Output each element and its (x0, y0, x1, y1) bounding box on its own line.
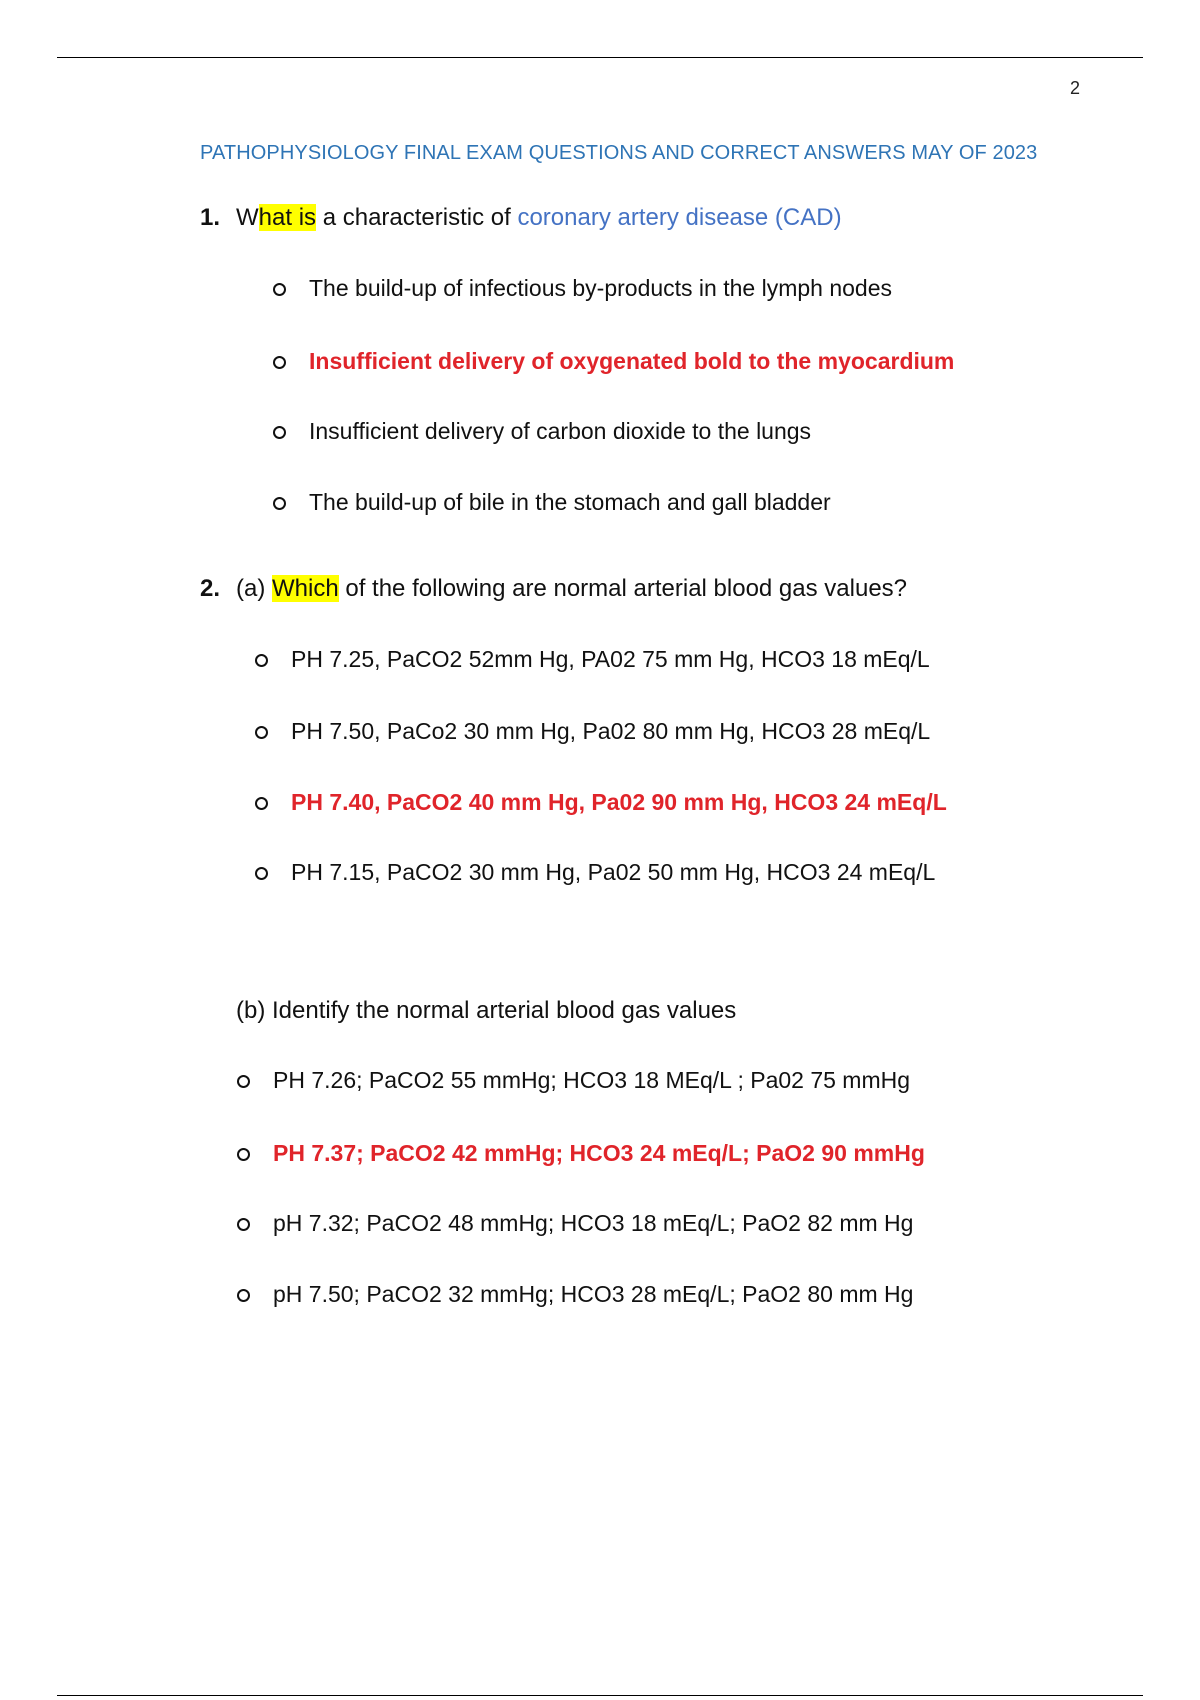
option-text: PH 7.50, PaCo2 30 mm Hg, Pa02 80 mm Hg, HCO3 28 mEq/L (291, 718, 931, 744)
question-2b: (b) Identify the normal arterial blood gas values (236, 997, 737, 1024)
circle-bullet-icon (273, 426, 286, 439)
footer-rule (57, 1695, 1143, 1696)
part-a-prefix: (a) (236, 575, 272, 602)
circle-bullet-icon (273, 497, 286, 510)
circle-bullet-icon (237, 1075, 250, 1088)
circle-bullet-icon (237, 1218, 250, 1231)
header-rule (57, 57, 1143, 58)
option-text: PH 7.26; PaCO2 55 mmHg; HCO3 18 MEq/L ; Pa02 75 mmHg (273, 1067, 911, 1093)
question-text-start: W (236, 204, 259, 231)
circle-bullet-icon (273, 283, 286, 296)
term-highlight: coronary artery disease (CAD) (517, 204, 842, 231)
option-text: The build-up of bile in the stomach and gall bladder (309, 489, 831, 515)
circle-bullet-icon (255, 654, 268, 667)
option-text: PH 7.15, PaCO2 30 mm Hg, Pa02 50 mm Hg, HCO3 24 mEq/L (291, 859, 936, 885)
option-text: Insufficient delivery of oxygenated bold to the myocardium (309, 348, 955, 374)
highlighted-text: hat is (258, 204, 317, 231)
circle-bullet-icon (255, 797, 268, 810)
question-number: 2. (200, 575, 221, 602)
circle-bullet-icon (273, 356, 286, 369)
option-text: PH 7.37; PaCO2 42 mmHg; HCO3 24 mEq/L; PaO2 90 mmHg (273, 1140, 925, 1166)
option-text: pH 7.50; PaCO2 32 mmHg; HCO3 28 mEq/L; PaO2 80 mm Hg (273, 1281, 914, 1307)
question-text (236, 575, 907, 603)
circle-bullet-icon (237, 1148, 250, 1161)
document-title: PATHOPHYSIOLOGY FINAL EXAM QUESTIONS AND CORRECT ANSWERS MAY OF 2023 (200, 142, 1038, 164)
part-a-text: of the following are normal arterial blood gas values? (338, 575, 908, 602)
circle-bullet-icon (255, 867, 268, 880)
question-text (236, 204, 842, 232)
highlighted-text: Which (272, 575, 339, 602)
option-text: Insufficient delivery of carbon dioxide to the lungs (309, 418, 812, 444)
option-text: PH 7.25, PaCO2 52mm Hg, PA02 75 mm Hg, HCO3 18 mEq/L (291, 646, 930, 672)
circle-bullet-icon (237, 1289, 250, 1302)
option-text: The build-up of infectious by-products in the lymph nodes (309, 275, 892, 301)
question-text-middle: a characteristic of (316, 204, 518, 231)
option-text: pH 7.32; PaCO2 48 mmHg; HCO3 18 mEq/L; PaO2 82 mm Hg (273, 1210, 914, 1236)
page-number: 2 (1070, 78, 1081, 98)
circle-bullet-icon (255, 726, 268, 739)
option-text: PH 7.40, PaCO2 40 mm Hg, Pa02 90 mm Hg, HCO3 24 mEq/L (291, 789, 947, 815)
question-number: 1. (200, 204, 221, 231)
